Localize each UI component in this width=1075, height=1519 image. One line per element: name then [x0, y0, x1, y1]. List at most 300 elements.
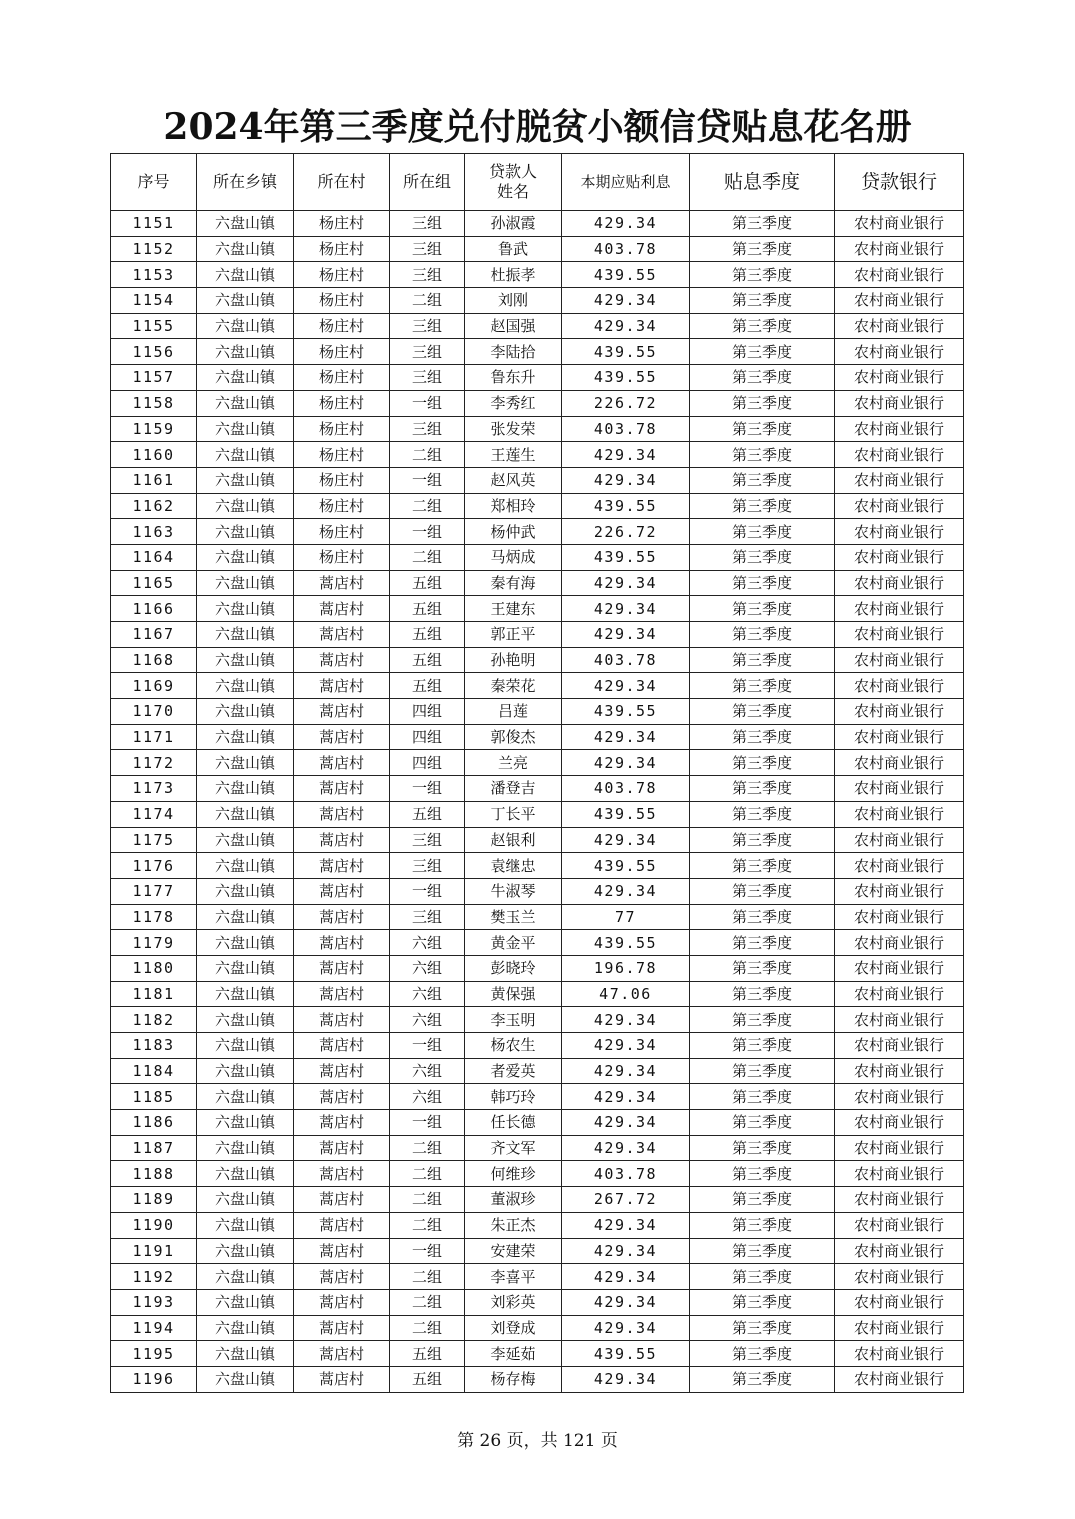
cell-bank: 农村商业银行: [835, 1161, 964, 1187]
cell-group: 五组: [390, 596, 465, 622]
cell-seq: 1195: [111, 1341, 197, 1367]
cell-group: 一组: [390, 1033, 465, 1059]
cell-quarter: 第三季度: [690, 647, 835, 673]
cell-seq: 1190: [111, 1212, 197, 1238]
table-row: [111, 878, 964, 904]
cell-village: 蒿店村: [294, 596, 390, 622]
page-footer: 第 26 页，共 121 页: [457, 1431, 618, 1451]
table-row: [111, 699, 964, 725]
cell-interest: 429.34: [562, 1315, 690, 1341]
cell-borrower-name: 张发荣: [465, 416, 562, 442]
header-interest: 本期应贴利息: [562, 154, 690, 211]
cell-village: 蒿店村: [294, 1212, 390, 1238]
cell-seq: 1153: [111, 262, 197, 288]
cell-group: 六组: [390, 1084, 465, 1110]
cell-township: 六盘山镇: [197, 416, 294, 442]
cell-borrower-name: 安建荣: [465, 1238, 562, 1264]
table-row: [111, 570, 964, 596]
cell-seq: 1152: [111, 236, 197, 262]
cell-group: 五组: [390, 622, 465, 648]
cell-seq: 1171: [111, 724, 197, 750]
cell-bank: 农村商业银行: [835, 544, 964, 570]
cell-interest: 429.34: [562, 570, 690, 596]
cell-seq: 1158: [111, 390, 197, 416]
table-row: [111, 801, 964, 827]
cell-quarter: 第三季度: [690, 519, 835, 545]
cell-seq: 1194: [111, 1315, 197, 1341]
cell-interest: 196.78: [562, 955, 690, 981]
cell-bank: 农村商业银行: [835, 801, 964, 827]
cell-quarter: 第三季度: [690, 955, 835, 981]
cell-township: 六盘山镇: [197, 313, 294, 339]
cell-township: 六盘山镇: [197, 904, 294, 930]
cell-quarter: 第三季度: [690, 467, 835, 493]
cell-borrower-name: 何维珍: [465, 1161, 562, 1187]
cell-borrower-name: 王建东: [465, 596, 562, 622]
cell-village: 蒿店村: [294, 1007, 390, 1033]
cell-bank: 农村商业银行: [835, 1033, 964, 1059]
cell-interest: 429.34: [562, 1289, 690, 1315]
cell-borrower-name: 孙艳明: [465, 647, 562, 673]
cell-bank: 农村商业银行: [835, 1110, 964, 1136]
cell-group: 四组: [390, 699, 465, 725]
cell-interest: 429.34: [562, 1238, 690, 1264]
cell-township: 六盘山镇: [197, 853, 294, 879]
cell-group: 三组: [390, 339, 465, 365]
cell-bank: 农村商业银行: [835, 493, 964, 519]
cell-group: 五组: [390, 1341, 465, 1367]
cell-group: 二组: [390, 442, 465, 468]
cell-borrower-name: 朱正杰: [465, 1212, 562, 1238]
cell-quarter: 第三季度: [690, 493, 835, 519]
cell-village: 杨庄村: [294, 288, 390, 314]
cell-borrower-name: 李陆拾: [465, 339, 562, 365]
cell-interest: 439.55: [562, 262, 690, 288]
cell-township: 六盘山镇: [197, 390, 294, 416]
cell-village: 蒿店村: [294, 1110, 390, 1136]
cell-bank: 农村商业银行: [835, 853, 964, 879]
cell-village: 蒿店村: [294, 1033, 390, 1059]
table-row: [111, 442, 964, 468]
cell-interest: 403.78: [562, 236, 690, 262]
cell-quarter: 第三季度: [690, 827, 835, 853]
cell-quarter: 第三季度: [690, 313, 835, 339]
cell-seq: 1179: [111, 930, 197, 956]
cell-bank: 农村商业银行: [835, 955, 964, 981]
cell-group: 三组: [390, 236, 465, 262]
cell-bank: 农村商业银行: [835, 1212, 964, 1238]
cell-quarter: 第三季度: [690, 570, 835, 596]
cell-group: 一组: [390, 519, 465, 545]
cell-bank: 农村商业银行: [835, 365, 964, 391]
cell-bank: 农村商业银行: [835, 724, 964, 750]
cell-interest: 429.34: [562, 211, 690, 237]
cell-seq: 1178: [111, 904, 197, 930]
table-row: [111, 622, 964, 648]
cell-village: 蒿店村: [294, 776, 390, 802]
cell-group: 二组: [390, 1161, 465, 1187]
cell-seq: 1163: [111, 519, 197, 545]
cell-interest: 429.34: [562, 467, 690, 493]
table-body: [111, 211, 964, 1393]
cell-bank: 农村商业银行: [835, 647, 964, 673]
table-row: [111, 288, 964, 314]
cell-bank: 农村商业银行: [835, 570, 964, 596]
table-row: [111, 724, 964, 750]
cell-village: 蒿店村: [294, 853, 390, 879]
cell-interest: 429.34: [562, 1084, 690, 1110]
cell-township: 六盘山镇: [197, 878, 294, 904]
cell-seq: 1182: [111, 1007, 197, 1033]
cell-township: 六盘山镇: [197, 467, 294, 493]
cell-village: 蒿店村: [294, 1366, 390, 1392]
table-row: [111, 673, 964, 699]
table-row: [111, 1058, 964, 1084]
cell-group: 四组: [390, 750, 465, 776]
cell-borrower-name: 郑相玲: [465, 493, 562, 519]
table-row: [111, 519, 964, 545]
cell-borrower-name: 杨存梅: [465, 1366, 562, 1392]
cell-seq: 1168: [111, 647, 197, 673]
cell-bank: 农村商业银行: [835, 236, 964, 262]
cell-bank: 农村商业银行: [835, 1341, 964, 1367]
cell-township: 六盘山镇: [197, 827, 294, 853]
cell-group: 六组: [390, 1058, 465, 1084]
cell-village: 杨庄村: [294, 211, 390, 237]
cell-group: 二组: [390, 1135, 465, 1161]
cell-bank: 农村商业银行: [835, 1238, 964, 1264]
cell-group: 六组: [390, 930, 465, 956]
cell-bank: 农村商业银行: [835, 878, 964, 904]
header-township: 所在乡镇: [197, 154, 294, 211]
header-quarter: 贴息季度: [690, 154, 835, 211]
cell-bank: 农村商业银行: [835, 1007, 964, 1033]
cell-village: 蒿店村: [294, 622, 390, 648]
cell-seq: 1155: [111, 313, 197, 339]
cell-bank: 农村商业银行: [835, 1315, 964, 1341]
cell-seq: 1189: [111, 1187, 197, 1213]
cell-township: 六盘山镇: [197, 1058, 294, 1084]
cell-interest: 439.55: [562, 365, 690, 391]
cell-bank: 农村商业银行: [835, 699, 964, 725]
cell-village: 蒿店村: [294, 1161, 390, 1187]
cell-interest: 403.78: [562, 776, 690, 802]
cell-borrower-name: 兰亮: [465, 750, 562, 776]
subsidy-roster-table: [110, 153, 964, 1393]
cell-group: 五组: [390, 570, 465, 596]
cell-borrower-name: 刘刚: [465, 288, 562, 314]
cell-township: 六盘山镇: [197, 1212, 294, 1238]
cell-borrower-name: 王莲生: [465, 442, 562, 468]
cell-township: 六盘山镇: [197, 1341, 294, 1367]
cell-village: 杨庄村: [294, 365, 390, 391]
cell-quarter: 第三季度: [690, 1238, 835, 1264]
cell-village: 蒿店村: [294, 724, 390, 750]
cell-bank: 农村商业银行: [835, 750, 964, 776]
cell-interest: 439.55: [562, 930, 690, 956]
cell-interest: 439.55: [562, 801, 690, 827]
cell-interest: 429.34: [562, 288, 690, 314]
cell-seq: 1191: [111, 1238, 197, 1264]
cell-township: 六盘山镇: [197, 647, 294, 673]
cell-borrower-name: 郭正平: [465, 622, 562, 648]
cell-quarter: 第三季度: [690, 801, 835, 827]
cell-borrower-name: 鲁武: [465, 236, 562, 262]
cell-quarter: 第三季度: [690, 776, 835, 802]
cell-seq: 1180: [111, 955, 197, 981]
cell-seq: 1156: [111, 339, 197, 365]
table-row: [111, 313, 964, 339]
cell-township: 六盘山镇: [197, 339, 294, 365]
cell-borrower-name: 赵国强: [465, 313, 562, 339]
header-village: 所在村: [294, 154, 390, 211]
cell-village: 杨庄村: [294, 416, 390, 442]
cell-interest: 429.34: [562, 1033, 690, 1059]
cell-borrower-name: 马炳成: [465, 544, 562, 570]
cell-seq: 1172: [111, 750, 197, 776]
cell-seq: 1161: [111, 467, 197, 493]
cell-seq: 1164: [111, 544, 197, 570]
cell-bank: 农村商业银行: [835, 442, 964, 468]
cell-seq: 1159: [111, 416, 197, 442]
cell-group: 二组: [390, 1264, 465, 1290]
cell-interest: 429.34: [562, 313, 690, 339]
table-row: [111, 262, 964, 288]
cell-township: 六盘山镇: [197, 288, 294, 314]
cell-bank: 农村商业银行: [835, 622, 964, 648]
cell-township: 六盘山镇: [197, 262, 294, 288]
table-row: [111, 1341, 964, 1367]
cell-seq: 1167: [111, 622, 197, 648]
cell-village: 蒿店村: [294, 904, 390, 930]
cell-village: 杨庄村: [294, 339, 390, 365]
cell-township: 六盘山镇: [197, 699, 294, 725]
cell-township: 六盘山镇: [197, 544, 294, 570]
cell-quarter: 第三季度: [690, 1058, 835, 1084]
cell-seq: 1151: [111, 211, 197, 237]
cell-village: 蒿店村: [294, 878, 390, 904]
cell-seq: 1187: [111, 1135, 197, 1161]
cell-village: 杨庄村: [294, 493, 390, 519]
cell-interest: 439.55: [562, 699, 690, 725]
cell-quarter: 第三季度: [690, 1033, 835, 1059]
table-row: [111, 955, 964, 981]
header-bank: 贷款银行: [835, 154, 964, 211]
cell-group: 一组: [390, 776, 465, 802]
cell-township: 六盘山镇: [197, 442, 294, 468]
cell-group: 五组: [390, 801, 465, 827]
cell-group: 二组: [390, 544, 465, 570]
cell-borrower-name: 吕莲: [465, 699, 562, 725]
cell-interest: 226.72: [562, 390, 690, 416]
table-row: [111, 750, 964, 776]
cell-seq: 1183: [111, 1033, 197, 1059]
cell-quarter: 第三季度: [690, 1366, 835, 1392]
cell-township: 六盘山镇: [197, 1110, 294, 1136]
cell-village: 蒿店村: [294, 1289, 390, 1315]
cell-township: 六盘山镇: [197, 211, 294, 237]
cell-interest: 429.34: [562, 1058, 690, 1084]
cell-quarter: 第三季度: [690, 416, 835, 442]
cell-borrower-name: 杜振孝: [465, 262, 562, 288]
cell-borrower-name: 刘登成: [465, 1315, 562, 1341]
cell-group: 三组: [390, 365, 465, 391]
cell-bank: 农村商业银行: [835, 904, 964, 930]
cell-group: 一组: [390, 1110, 465, 1136]
cell-township: 六盘山镇: [197, 1366, 294, 1392]
cell-borrower-name: 任长德: [465, 1110, 562, 1136]
cell-interest: 429.34: [562, 827, 690, 853]
table-row: [111, 493, 964, 519]
table-row: [111, 1264, 964, 1290]
cell-group: 六组: [390, 1007, 465, 1033]
header-borrower-name-text: 贷款人姓名: [488, 162, 537, 201]
cell-group: 五组: [390, 647, 465, 673]
cell-township: 六盘山镇: [197, 493, 294, 519]
cell-quarter: 第三季度: [690, 236, 835, 262]
cell-quarter: 第三季度: [690, 1212, 835, 1238]
cell-bank: 农村商业银行: [835, 1366, 964, 1392]
cell-borrower-name: 郭俊杰: [465, 724, 562, 750]
cell-bank: 农村商业银行: [835, 776, 964, 802]
cell-township: 六盘山镇: [197, 236, 294, 262]
cell-township: 六盘山镇: [197, 622, 294, 648]
cell-group: 三组: [390, 853, 465, 879]
table-row: [111, 1033, 964, 1059]
cell-quarter: 第三季度: [690, 1289, 835, 1315]
cell-interest: 439.55: [562, 853, 690, 879]
cell-bank: 农村商业银行: [835, 467, 964, 493]
cell-borrower-name: 者爱英: [465, 1058, 562, 1084]
cell-seq: 1175: [111, 827, 197, 853]
table-row: [111, 544, 964, 570]
cell-bank: 农村商业银行: [835, 1187, 964, 1213]
cell-bank: 农村商业银行: [835, 827, 964, 853]
cell-borrower-name: 韩巧玲: [465, 1084, 562, 1110]
cell-group: 二组: [390, 493, 465, 519]
cell-village: 杨庄村: [294, 544, 390, 570]
cell-village: 杨庄村: [294, 467, 390, 493]
cell-township: 六盘山镇: [197, 1084, 294, 1110]
table-row: [111, 827, 964, 853]
table-row: [111, 390, 964, 416]
cell-group: 二组: [390, 1212, 465, 1238]
cell-borrower-name: 黄金平: [465, 930, 562, 956]
cell-quarter: 第三季度: [690, 442, 835, 468]
cell-quarter: 第三季度: [690, 211, 835, 237]
cell-village: 蒿店村: [294, 955, 390, 981]
cell-bank: 农村商业银行: [835, 416, 964, 442]
cell-township: 六盘山镇: [197, 930, 294, 956]
cell-borrower-name: 刘彩英: [465, 1289, 562, 1315]
cell-seq: 1174: [111, 801, 197, 827]
cell-township: 六盘山镇: [197, 1238, 294, 1264]
cell-bank: 农村商业银行: [835, 390, 964, 416]
cell-group: 五组: [390, 673, 465, 699]
cell-quarter: 第三季度: [690, 1007, 835, 1033]
cell-quarter: 第三季度: [690, 724, 835, 750]
cell-bank: 农村商业银行: [835, 1058, 964, 1084]
table-row: [111, 1315, 964, 1341]
cell-township: 六盘山镇: [197, 1315, 294, 1341]
cell-township: 六盘山镇: [197, 596, 294, 622]
cell-borrower-name: 赵风英: [465, 467, 562, 493]
cell-bank: 农村商业银行: [835, 339, 964, 365]
table-row: [111, 1238, 964, 1264]
cell-interest: 429.34: [562, 596, 690, 622]
cell-bank: 农村商业银行: [835, 313, 964, 339]
cell-quarter: 第三季度: [690, 339, 835, 365]
table-row: [111, 1135, 964, 1161]
cell-group: 二组: [390, 1289, 465, 1315]
cell-interest: 439.55: [562, 544, 690, 570]
cell-township: 六盘山镇: [197, 955, 294, 981]
cell-borrower-name: 樊玉兰: [465, 904, 562, 930]
cell-borrower-name: 杨仲武: [465, 519, 562, 545]
table-row: [111, 904, 964, 930]
cell-township: 六盘山镇: [197, 519, 294, 545]
table-row: [111, 339, 964, 365]
cell-quarter: 第三季度: [690, 699, 835, 725]
cell-interest: 429.34: [562, 878, 690, 904]
cell-township: 六盘山镇: [197, 1161, 294, 1187]
cell-borrower-name: 袁继忠: [465, 853, 562, 879]
cell-township: 六盘山镇: [197, 750, 294, 776]
cell-quarter: 第三季度: [690, 673, 835, 699]
cell-borrower-name: 彭晓玲: [465, 955, 562, 981]
cell-group: 三组: [390, 313, 465, 339]
cell-quarter: 第三季度: [690, 288, 835, 314]
cell-interest: 403.78: [562, 647, 690, 673]
cell-quarter: 第三季度: [690, 262, 835, 288]
cell-borrower-name: 赵银利: [465, 827, 562, 853]
cell-group: 二组: [390, 1315, 465, 1341]
cell-quarter: 第三季度: [690, 365, 835, 391]
cell-bank: 农村商业银行: [835, 262, 964, 288]
cell-interest: 226.72: [562, 519, 690, 545]
cell-seq: 1196: [111, 1366, 197, 1392]
cell-township: 六盘山镇: [197, 570, 294, 596]
cell-village: 蒿店村: [294, 930, 390, 956]
cell-village: 杨庄村: [294, 236, 390, 262]
cell-quarter: 第三季度: [690, 544, 835, 570]
cell-interest: 429.34: [562, 1366, 690, 1392]
cell-bank: 农村商业银行: [835, 1264, 964, 1290]
cell-seq: 1176: [111, 853, 197, 879]
cell-seq: 1169: [111, 673, 197, 699]
table-row: [111, 211, 964, 237]
cell-quarter: 第三季度: [690, 853, 835, 879]
cell-village: 杨庄村: [294, 519, 390, 545]
table-row: [111, 1366, 964, 1392]
cell-interest: 439.55: [562, 339, 690, 365]
table-row: [111, 1212, 964, 1238]
cell-township: 六盘山镇: [197, 1289, 294, 1315]
cell-seq: 1177: [111, 878, 197, 904]
table-header: [111, 154, 964, 211]
cell-quarter: 第三季度: [690, 750, 835, 776]
cell-bank: 农村商业银行: [835, 211, 964, 237]
cell-group: 一组: [390, 467, 465, 493]
cell-group: 二组: [390, 1187, 465, 1213]
cell-township: 六盘山镇: [197, 1135, 294, 1161]
table-row: [111, 647, 964, 673]
cell-interest: 429.34: [562, 673, 690, 699]
cell-village: 蒿店村: [294, 1135, 390, 1161]
cell-borrower-name: 孙淑霞: [465, 211, 562, 237]
cell-township: 六盘山镇: [197, 724, 294, 750]
cell-village: 蒿店村: [294, 1084, 390, 1110]
